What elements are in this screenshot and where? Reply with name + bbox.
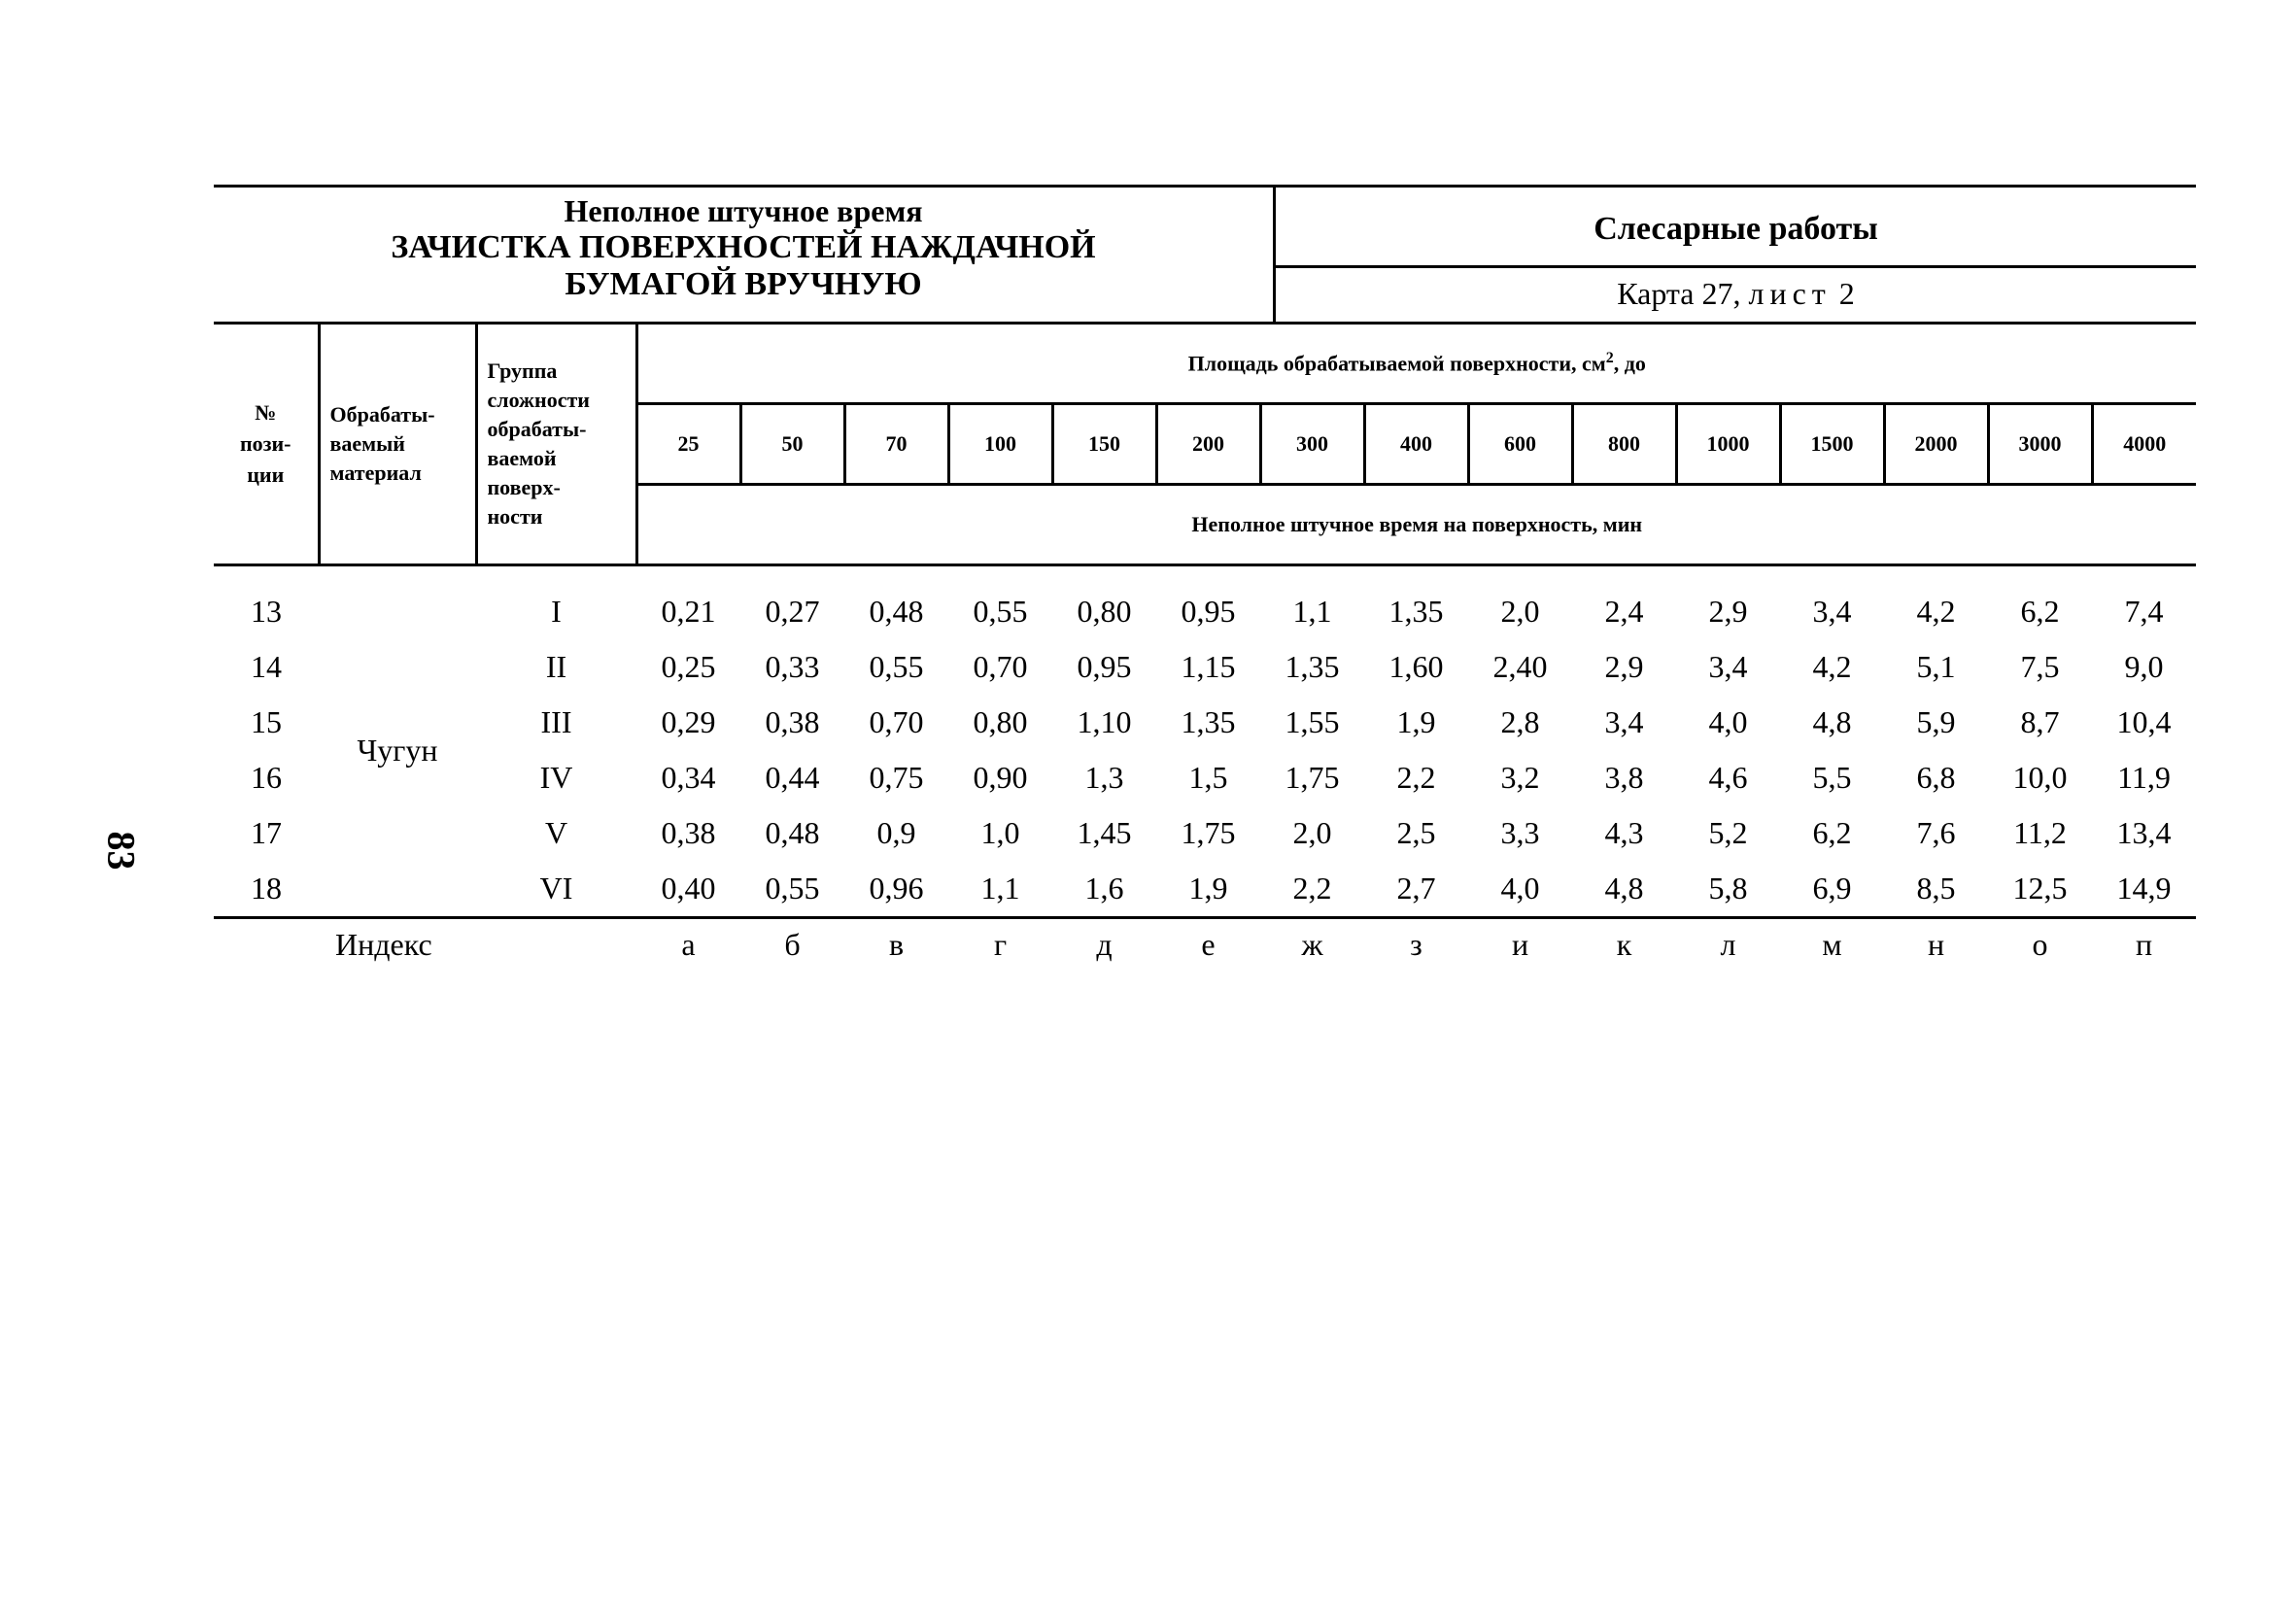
time-value-cell: 0,70 bbox=[869, 704, 924, 739]
time-value-cell: 0,48 bbox=[869, 594, 924, 629]
area-header-text: Площадь обрабатываемой поверхности, см bbox=[1187, 351, 1606, 376]
time-value-cell: 1,35 bbox=[1388, 594, 1444, 629]
time-value-cell: 5,2 bbox=[1708, 815, 1748, 850]
time-value-cell: 1,15 bbox=[1181, 649, 1236, 684]
group-header-line: ваемой bbox=[487, 446, 557, 470]
time-value-cell: 0,48 bbox=[765, 815, 820, 850]
sheet-word: лист bbox=[1748, 276, 1832, 311]
header-title-line-2: БУМАГОЙ ВРУЧНУЮ bbox=[565, 266, 922, 302]
position-cell: 15 bbox=[251, 704, 282, 739]
time-value-cell: 0,40 bbox=[661, 871, 716, 906]
time-value-cell: 0,80 bbox=[973, 704, 1028, 739]
group-header-line: ности bbox=[487, 504, 543, 529]
time-value-cell: 0,33 bbox=[765, 649, 820, 684]
time-value-cell: 0,55 bbox=[973, 594, 1028, 629]
time-value-cell: 2,4 bbox=[1604, 594, 1644, 629]
time-value-cell: 0,21 bbox=[661, 594, 716, 629]
time-value-cell: 0,44 bbox=[765, 760, 820, 795]
position-header bbox=[214, 325, 319, 565]
time-value-cell: 0,38 bbox=[765, 704, 820, 739]
time-value-cell: 5,1 bbox=[1916, 649, 1956, 684]
group-cell: IV bbox=[539, 760, 573, 795]
index-label: Индекс bbox=[214, 918, 636, 971]
time-value-cell: 0,25 bbox=[661, 649, 716, 684]
time-value-cell: 2,5 bbox=[1396, 815, 1436, 850]
group-header-line: сложности bbox=[487, 388, 590, 412]
position-header-line: ции bbox=[247, 462, 285, 487]
index-letter-cell: б bbox=[740, 918, 844, 971]
time-value-cell: 5,8 bbox=[1708, 871, 1748, 906]
sheet-number: 2 bbox=[1838, 276, 1855, 311]
area-value-cell: 1500 bbox=[1780, 404, 1884, 485]
time-value-cell: 1,35 bbox=[1285, 649, 1340, 684]
area-header bbox=[636, 325, 2196, 404]
time-value-cell: 1,60 bbox=[1388, 649, 1444, 684]
material-header-line: материал bbox=[329, 461, 422, 485]
time-value-cell: 0,70 bbox=[973, 649, 1028, 684]
index-letter-cell: з bbox=[1364, 918, 1468, 971]
time-value-cell: 2,9 bbox=[1708, 594, 1748, 629]
time-value-cell: 7,5 bbox=[2020, 649, 2060, 684]
header-subtitle: Неполное штучное время bbox=[564, 193, 923, 228]
time-value-cell: 2,2 bbox=[1292, 871, 1332, 906]
index-letter-cell: е bbox=[1156, 918, 1260, 971]
time-value-cell: 4,0 bbox=[1708, 704, 1748, 739]
time-value-cell: 8,7 bbox=[2020, 704, 2060, 739]
index-letter-cell: м bbox=[1780, 918, 1884, 971]
position-cell: 16 bbox=[251, 760, 282, 795]
time-value-cell: 3,8 bbox=[1604, 760, 1644, 795]
time-value-cell: 1,3 bbox=[1084, 760, 1124, 795]
material-header-line: ваемый bbox=[329, 431, 405, 456]
group-cell: VI bbox=[539, 871, 573, 906]
area-header-suffix: , до bbox=[1613, 351, 1646, 376]
position-header-line: пози- bbox=[239, 431, 291, 456]
time-value-cell: 2,0 bbox=[1500, 594, 1540, 629]
group-cell: I bbox=[551, 594, 562, 629]
area-value-cell: 800 bbox=[1572, 404, 1676, 485]
time-value-cell: 1,0 bbox=[980, 815, 1020, 850]
time-value-cell: 5,9 bbox=[1916, 704, 1956, 739]
index-letter-cell: л bbox=[1676, 918, 1780, 971]
area-value-cell: 1000 bbox=[1676, 404, 1780, 485]
time-value-cell: 7,4 bbox=[2124, 594, 2164, 629]
time-value-cell: 4,2 bbox=[1812, 649, 1852, 684]
time-value-cell: 0,9 bbox=[876, 815, 916, 850]
time-value-cell: 2,7 bbox=[1396, 871, 1436, 906]
table-row bbox=[214, 565, 2196, 640]
group-header-line: Группа bbox=[487, 359, 558, 383]
time-value-cell: 7,6 bbox=[1916, 815, 1956, 850]
time-value-cell: 1,1 bbox=[1292, 594, 1332, 629]
table-row bbox=[214, 639, 2196, 695]
area-value-cell: 150 bbox=[1052, 404, 1156, 485]
time-value-cell: 3,3 bbox=[1500, 815, 1540, 850]
group-cell: II bbox=[545, 649, 567, 684]
time-value-cell: 4,3 bbox=[1604, 815, 1644, 850]
time-value-cell: 14,9 bbox=[2116, 871, 2172, 906]
time-value-cell: 3,2 bbox=[1500, 760, 1540, 795]
time-value-cell: 1,45 bbox=[1077, 815, 1132, 850]
sheet-header bbox=[214, 185, 2196, 325]
area-value-cell: 100 bbox=[948, 404, 1052, 485]
time-value-cell: 4,2 bbox=[1916, 594, 1956, 629]
time-value-cell: 11,2 bbox=[2013, 815, 2067, 850]
time-value-cell: 1,10 bbox=[1077, 704, 1132, 739]
index-letter-cell: а bbox=[636, 918, 740, 971]
position-cell: 13 bbox=[251, 594, 282, 629]
time-value-cell: 4,6 bbox=[1708, 760, 1748, 795]
time-value-cell: 0,90 bbox=[973, 760, 1028, 795]
norm-sheet bbox=[214, 185, 2196, 970]
time-value-cell: 2,40 bbox=[1492, 649, 1548, 684]
area-value-cell: 600 bbox=[1468, 404, 1572, 485]
column-header-row bbox=[214, 325, 2196, 404]
position-cell: 17 bbox=[251, 815, 282, 850]
time-value-cell: 1,5 bbox=[1188, 760, 1228, 795]
time-value-cell: 9,0 bbox=[2124, 649, 2164, 684]
time-value-cell: 3,4 bbox=[1812, 594, 1852, 629]
index-letter-cell: п bbox=[2092, 918, 2196, 971]
time-header: Неполное штучное время на поверхность, мин bbox=[636, 485, 2196, 565]
area-value-cell: 70 bbox=[844, 404, 948, 485]
index-letter-cell: г bbox=[948, 918, 1052, 971]
material-header bbox=[319, 325, 476, 565]
time-value-cell: 3,4 bbox=[1708, 649, 1748, 684]
time-value-cell: 1,75 bbox=[1181, 815, 1236, 850]
index-row bbox=[214, 918, 2196, 971]
index-letter-cell: в bbox=[844, 918, 948, 971]
area-value-cell: 300 bbox=[1260, 404, 1364, 485]
table-row bbox=[214, 805, 2196, 861]
area-value-cell: 25 bbox=[636, 404, 740, 485]
time-value-cell: 0,55 bbox=[765, 871, 820, 906]
time-value-cell: 1,55 bbox=[1285, 704, 1340, 739]
header-card bbox=[1276, 268, 2196, 319]
area-value-cell: 2000 bbox=[1884, 404, 1988, 485]
card-number: Карта 27, bbox=[1617, 276, 1741, 311]
time-value-cell: 6,8 bbox=[1916, 760, 1956, 795]
area-value-cell: 50 bbox=[740, 404, 844, 485]
time-value-cell: 3,4 bbox=[1604, 704, 1644, 739]
time-value-cell: 2,2 bbox=[1396, 760, 1436, 795]
time-value-cell: 1,1 bbox=[980, 871, 1020, 906]
area-value-cell: 3000 bbox=[1988, 404, 2092, 485]
index-letter-cell: н bbox=[1884, 918, 1988, 971]
group-cell: V bbox=[544, 815, 568, 850]
time-value-cell: 2,8 bbox=[1500, 704, 1540, 739]
header-section: Слесарные работы bbox=[1276, 188, 2196, 268]
material-cell: Чугун bbox=[357, 732, 438, 768]
index-letter-cell: ж bbox=[1260, 918, 1364, 971]
time-value-cell: 6,2 bbox=[1812, 815, 1852, 850]
time-value-cell: 6,9 bbox=[1812, 871, 1852, 906]
position-cell: 18 bbox=[251, 871, 282, 906]
time-value-cell: 1,35 bbox=[1181, 704, 1236, 739]
header-info-block bbox=[1276, 188, 2196, 322]
time-value-cell: 0,80 bbox=[1077, 594, 1132, 629]
time-value-cell: 1,9 bbox=[1396, 704, 1436, 739]
time-value-cell: 4,8 bbox=[1604, 871, 1644, 906]
time-value-cell: 5,5 bbox=[1812, 760, 1852, 795]
header-title-block bbox=[214, 188, 1276, 322]
table-row bbox=[214, 750, 2196, 805]
header-title-line-1: ЗАЧИСТКА ПОВЕРХНОСТЕЙ НАЖДАЧНОЙ bbox=[391, 229, 1096, 265]
index-letter-cell: о bbox=[1988, 918, 2092, 971]
time-value-cell: 10,4 bbox=[2116, 704, 2172, 739]
time-value-cell: 2,9 bbox=[1604, 649, 1644, 684]
group-header bbox=[476, 325, 636, 565]
index-letter-cell: и bbox=[1468, 918, 1572, 971]
index-letter-cell: к bbox=[1572, 918, 1676, 971]
position-header-line: № bbox=[255, 400, 277, 425]
time-value-cell: 0,34 bbox=[661, 760, 716, 795]
table-row bbox=[214, 695, 2196, 750]
time-value-cell: 1,6 bbox=[1084, 871, 1124, 906]
time-value-cell: 0,95 bbox=[1077, 649, 1132, 684]
time-value-cell: 0,75 bbox=[869, 760, 924, 795]
time-value-cell: 0,29 bbox=[661, 704, 716, 739]
time-value-cell: 0,38 bbox=[661, 815, 716, 850]
area-value-cell: 4000 bbox=[2123, 431, 2167, 456]
time-value-cell: 13,4 bbox=[2116, 815, 2172, 850]
time-value-cell: 1,9 bbox=[1188, 871, 1228, 906]
time-value-cell: 0,27 bbox=[765, 594, 820, 629]
group-cell: III bbox=[540, 704, 572, 739]
time-value-cell: 4,8 bbox=[1812, 704, 1852, 739]
group-header-line: поверх- bbox=[487, 475, 561, 499]
time-value-cell: 0,95 bbox=[1181, 594, 1236, 629]
time-value-cell: 6,2 bbox=[2020, 594, 2060, 629]
time-value-cell: 4,0 bbox=[1500, 871, 1540, 906]
time-value-cell: 1,75 bbox=[1285, 760, 1340, 795]
time-value-cell: 8,5 bbox=[1916, 871, 1956, 906]
material-header-line: Обрабаты- bbox=[329, 402, 435, 427]
time-value-cell: 12,5 bbox=[2012, 871, 2068, 906]
time-value-cell: 0,55 bbox=[869, 649, 924, 684]
norm-table bbox=[214, 325, 2196, 970]
group-header-line: обрабаты- bbox=[487, 417, 587, 441]
position-cell: 14 bbox=[251, 649, 282, 684]
time-value-cell: 0,96 bbox=[869, 871, 924, 906]
time-value-cell: 10,0 bbox=[2012, 760, 2068, 795]
time-value-cell: 11,9 bbox=[2117, 760, 2171, 795]
index-letter-cell: д bbox=[1052, 918, 1156, 971]
area-value-cell: 200 bbox=[1156, 404, 1260, 485]
table-row bbox=[214, 861, 2196, 918]
area-header-sup: 2 bbox=[1605, 350, 1614, 367]
area-value-cell: 400 bbox=[1364, 404, 1468, 485]
time-value-cell: 2,0 bbox=[1292, 815, 1332, 850]
page-number: 83 bbox=[99, 831, 144, 871]
